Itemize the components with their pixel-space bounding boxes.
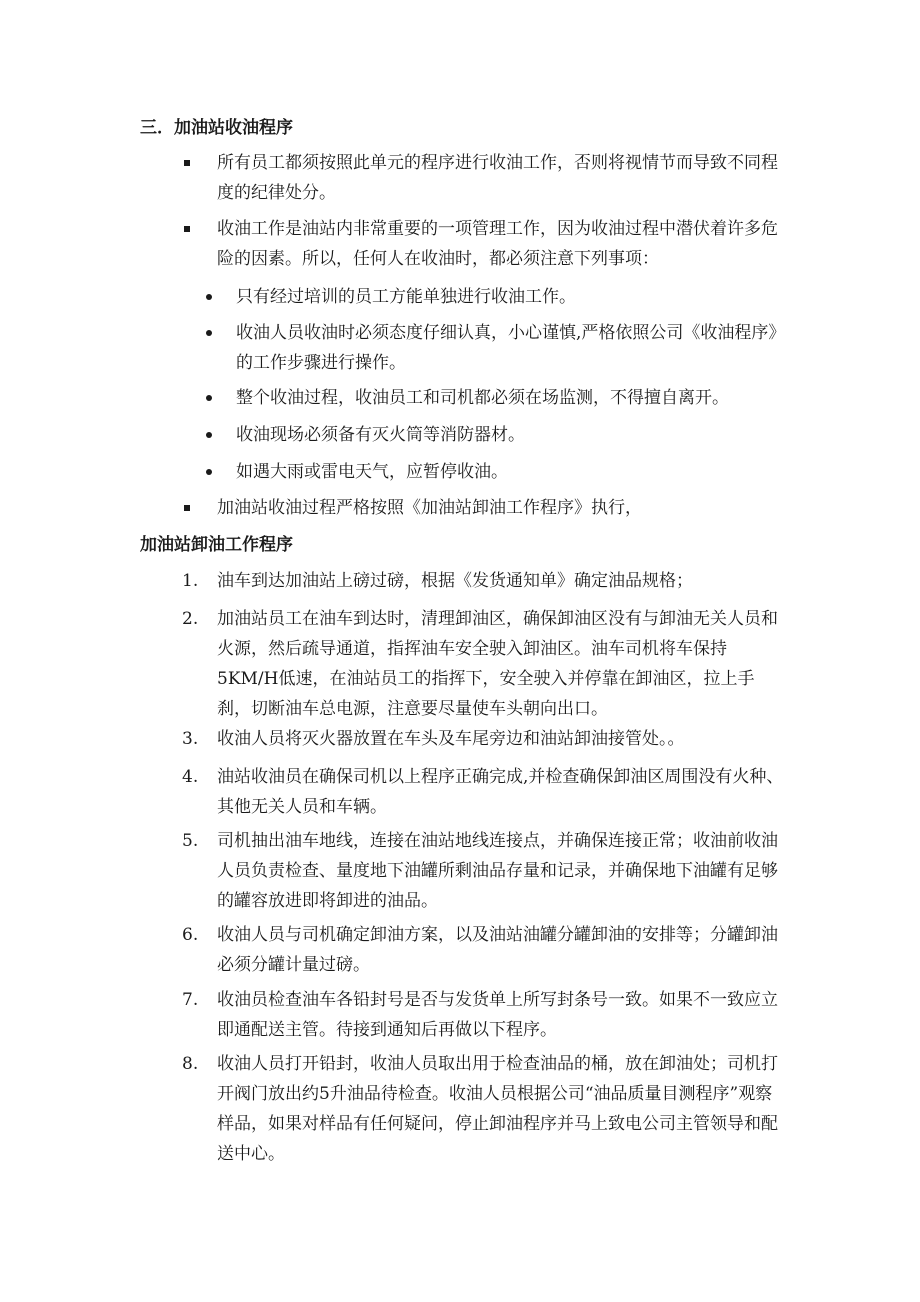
step-number: 5. (182, 831, 199, 851)
step-item (217, 985, 787, 1045)
unloading-heading: 加油站卸油工作程序 (140, 535, 293, 555)
square-bullet-icon (184, 505, 190, 511)
section-heading: 三．加油站收油程序 (140, 118, 293, 138)
square-bullet-icon (184, 226, 190, 232)
step-item (217, 920, 787, 980)
sub-bullet-text: 收油人员收油时必须态度仔细认真，小心谨慎,严格依照公司《收油程序》的工作步骤进行操作。 (236, 323, 786, 373)
step-text: 油车到达加油站上磅过磅，根据《发货通知单》确定油品规格； (217, 571, 693, 591)
bullet-text: 收油工作是油站内非常重要的一项管理工作，因为收油过程中潜伏着许多危险的因素。所以，任何人在收油时，都必须注意下列事项： (217, 219, 778, 269)
step-number: 3. (182, 729, 199, 749)
step-number: 8. (182, 1054, 199, 1074)
step-number: 2. (182, 609, 199, 629)
sub-bullet-text: 收油现场必须备有灭火筒等消防器材。 (236, 425, 525, 445)
sub-bullet-item (236, 420, 787, 450)
step-number: 6. (182, 925, 199, 945)
round-bullet-icon (206, 469, 212, 475)
bullet-item (217, 493, 787, 523)
bullet-item (217, 148, 787, 208)
step-item (217, 604, 787, 724)
step-text: 收油人员将灭火器放置在车头及车尾旁边和油站卸油接管处。。 (217, 729, 685, 749)
sub-bullet-text: 只有经过培训的员工方能单独进行收油工作。 (236, 287, 576, 307)
step-number: 4. (182, 767, 199, 787)
step-item (217, 1049, 787, 1169)
sub-bullet-text: 整个收油过程，收油员工和司机都必须在场监测，不得擅自离开。 (236, 388, 729, 408)
step-text: 司机抽出油车地线，连接在油站地线连接点，并确保连接正常；收油前收油人员负责检查、量度地下油罐所剩油品存量和记录，并确保地下油罐有足够的罐容放进即将卸进的油品。 (217, 831, 778, 911)
sub-bullet-item (236, 282, 787, 312)
step-item (217, 724, 787, 754)
sub-bullet-text: 如遇大雨或雷电天气，应暂停收油。 (236, 462, 508, 482)
square-bullet-icon (184, 160, 190, 166)
bullet-item (217, 214, 787, 274)
step-text: 收油员检查油车各铅封号是否与发货单上所写封条号一致。如果不一致应立即通配送主管。待接到通知后再做以下程序。 (217, 990, 778, 1040)
round-bullet-icon (206, 432, 212, 438)
step-number: 7. (182, 990, 199, 1010)
step-text: 加油站员工在油车到达时，清理卸油区，确保卸油区没有与卸油无关人员和火源，然后疏导通道，指挥油车安全驶入卸油区。油车司机将车保持5KM/H低速，在油站员工的指挥下，安全驶入并停靠在卸油区，拉上手刹，切断油车总电源，注意要尽量使车头朝向出口。 (217, 609, 778, 719)
round-bullet-icon (206, 294, 212, 300)
round-bullet-icon (206, 395, 212, 401)
sub-bullet-item (236, 383, 787, 413)
step-number: 1. (182, 571, 199, 591)
bullet-text: 加油站收油过程严格按照《加油站卸油工作程序》执行， (217, 498, 642, 518)
step-text: 收油人员与司机确定卸油方案，以及油站油罐分罐卸油的安排等；分罐卸油必须分罐计量过磅。 (217, 925, 778, 975)
round-bullet-icon (206, 330, 212, 336)
step-text: 油站收油员在确保司机以上程序正确完成,并检查确保卸油区周围没有火种、其他无关人员和车辆。 (217, 767, 784, 817)
step-item (217, 566, 787, 596)
sub-bullet-item (236, 457, 787, 487)
bullet-text: 所有员工都须按照此单元的程序进行收油工作，否则将视情节而导致不同程度的纪律处分。 (217, 153, 778, 203)
step-item (217, 826, 787, 916)
sub-bullet-item (236, 318, 787, 378)
step-text: 收油人员打开铅封，收油人员取出用于检查油品的桶，放在卸油处；司机打开阀门放出约5升油品待检查。收油人员根据公司“油品质量目测程序”观察样品，如果对样品有任何疑问，停止卸油程序并马上致电公司主管领导和配送中心。 (217, 1054, 778, 1164)
step-item (217, 762, 787, 822)
